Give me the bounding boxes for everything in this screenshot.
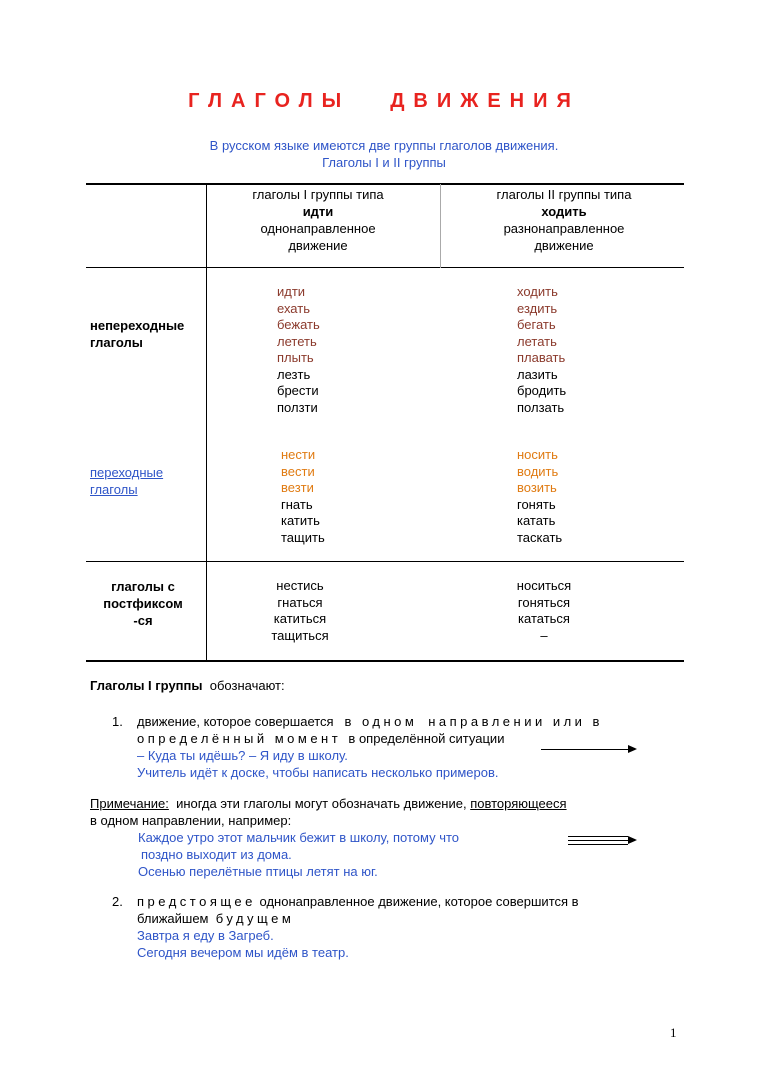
intransitive-group2-list (517, 284, 566, 416)
group2-header-line1: глаголы II группы типа (496, 187, 632, 202)
group1-header-line1: глаголы I группы типа (252, 187, 384, 202)
table-column-divider (206, 183, 207, 662)
verb: ехать (277, 300, 310, 316)
group1-header-verb: идти (302, 204, 334, 219)
verb: лететь (277, 333, 317, 349)
group1-header-line3: однонаправленное (260, 221, 376, 236)
row-label-transitive (90, 464, 163, 498)
intransitive-group1-list (277, 284, 320, 416)
verb: ездить (517, 300, 558, 316)
postfix-group1-list (250, 578, 350, 644)
item-1-text: движение, которое совершается (137, 714, 334, 729)
title-word-1: ГЛАГОЛЫ (188, 90, 351, 112)
example-sentence: Каждое утро этот мальчик бежит в школу, потому что (138, 830, 460, 845)
example-sentence: поздно выходит из дома. (141, 847, 292, 862)
row-label-postfix (86, 578, 200, 629)
item-2-spaced-1: предстоящее (137, 894, 256, 909)
example-sentence: – Куда ты идёшь? – Я иду в школу. (137, 748, 348, 763)
verb: бродить (517, 383, 567, 398)
intro (0, 137, 768, 171)
row-label-intransitive (90, 317, 184, 351)
verb: вести (281, 463, 315, 479)
intro-line-1: В русском языке имеются две группы глаголов движения. (209, 138, 559, 153)
group2-header-line3: разнонаправленное (503, 221, 625, 236)
title-word-2: ДВИЖЕНИЯ (390, 90, 580, 112)
group1-header-line4: движение (288, 238, 348, 253)
note-label: Примечание: (90, 796, 169, 811)
verb: ползти (277, 399, 318, 415)
row-label-line1: переходные (90, 465, 164, 480)
item-2-text-2: ближайшем (137, 911, 209, 926)
example-sentence: Сегодня вечером мы идём в театр. (137, 945, 349, 960)
verb: лазить (517, 366, 558, 382)
item-2-spaced-2: будущем (215, 911, 295, 926)
note-underlined: повторяющееся (470, 796, 567, 811)
verb: плавать (517, 350, 566, 365)
note-examples (138, 829, 459, 880)
table-bottom-rule (86, 660, 684, 662)
example-sentence: Осенью перелётные птицы летят на юг. (138, 864, 378, 879)
table-header-divider (440, 184, 441, 268)
page-title (0, 90, 768, 113)
note (90, 795, 567, 829)
verb: плыть (277, 350, 314, 365)
verb: гоняться (517, 594, 571, 610)
verb: носиться (516, 578, 572, 593)
transitive-group2-list (517, 447, 562, 546)
item-1-spaced-3: определённый момент (137, 731, 342, 746)
arrow-line (568, 836, 628, 837)
example-sentence: Учитель идёт к доске, чтобы написать несколько примеров. (137, 765, 499, 780)
verb: везти (281, 480, 314, 495)
group1-header (208, 186, 428, 254)
verb: летать (517, 333, 557, 349)
section-heading-bold: Глаголы I группы (90, 678, 203, 693)
arrow-icon (628, 745, 637, 753)
verb: носить (517, 447, 558, 462)
arrow-line (568, 840, 628, 841)
arrow-line (541, 749, 629, 750)
verb: гнать (281, 496, 313, 512)
verb: возить (517, 480, 557, 495)
table-top-rule (86, 183, 684, 185)
verb: гнаться (277, 594, 323, 610)
item-1-spaced-1: в одном (344, 714, 418, 729)
verb: идти (277, 284, 306, 299)
intro-line-2: Глаголы I и II группы (322, 155, 446, 170)
group2-header-verb: ходить (541, 204, 587, 219)
row-label-line2: глаголы (90, 482, 138, 497)
section-heading-rest: обозначают: (209, 678, 285, 693)
group2-header-line4: движение (534, 238, 594, 253)
section-heading (90, 677, 285, 694)
example-sentence: Завтра я еду в Загреб. (137, 928, 274, 943)
verb: тащить (281, 529, 325, 545)
verb: брести (277, 383, 319, 398)
row-label-line2: постфиксом (103, 596, 183, 611)
verb: гонять (517, 496, 556, 512)
arrow-icon (628, 836, 637, 844)
verb: таскать (517, 529, 563, 545)
verb: тащиться (271, 627, 329, 643)
item-2-number: 2. (112, 894, 123, 909)
arrow-line (568, 844, 628, 845)
page-number: 1 (670, 1025, 677, 1040)
item-1-number: 1. (112, 714, 123, 729)
note-line-2: в одном направлении, например: (90, 813, 292, 828)
item-2-text: однонаправленное движение, которое совершится в (259, 894, 579, 909)
note-text: иногда эти глаголы могут обозначать движение, (176, 796, 467, 811)
verb: катать (517, 513, 556, 528)
verb: кататься (518, 611, 570, 626)
row-label-line3: -ся (133, 613, 153, 628)
item-1 (137, 713, 657, 781)
verb: нести (281, 447, 316, 462)
row-label-line1: глаголы с (111, 579, 175, 594)
item-1-spaced-2: направлении или в (428, 714, 603, 729)
row-label-line1: непереходные (90, 318, 185, 333)
verb: бежать (277, 317, 320, 332)
verb: нестись (276, 578, 324, 593)
table-rule-2 (86, 561, 684, 562)
transitive-group1-list (281, 447, 325, 546)
table-rule-1 (86, 267, 684, 268)
verb: катиться (273, 611, 327, 626)
verb: ходить (517, 284, 558, 299)
postfix-group2-list (494, 578, 594, 644)
verb: бегать (517, 317, 556, 332)
verb: лезть (277, 366, 311, 382)
verb: – (540, 627, 548, 643)
group2-header (454, 186, 674, 254)
item-2 (137, 893, 579, 961)
verb: катить (281, 513, 320, 528)
row-label-line2: глаголы (90, 335, 143, 350)
item-1-text-2: в определённой ситуации (348, 731, 505, 746)
verb: водить (517, 463, 559, 479)
verb: ползать (517, 399, 565, 415)
